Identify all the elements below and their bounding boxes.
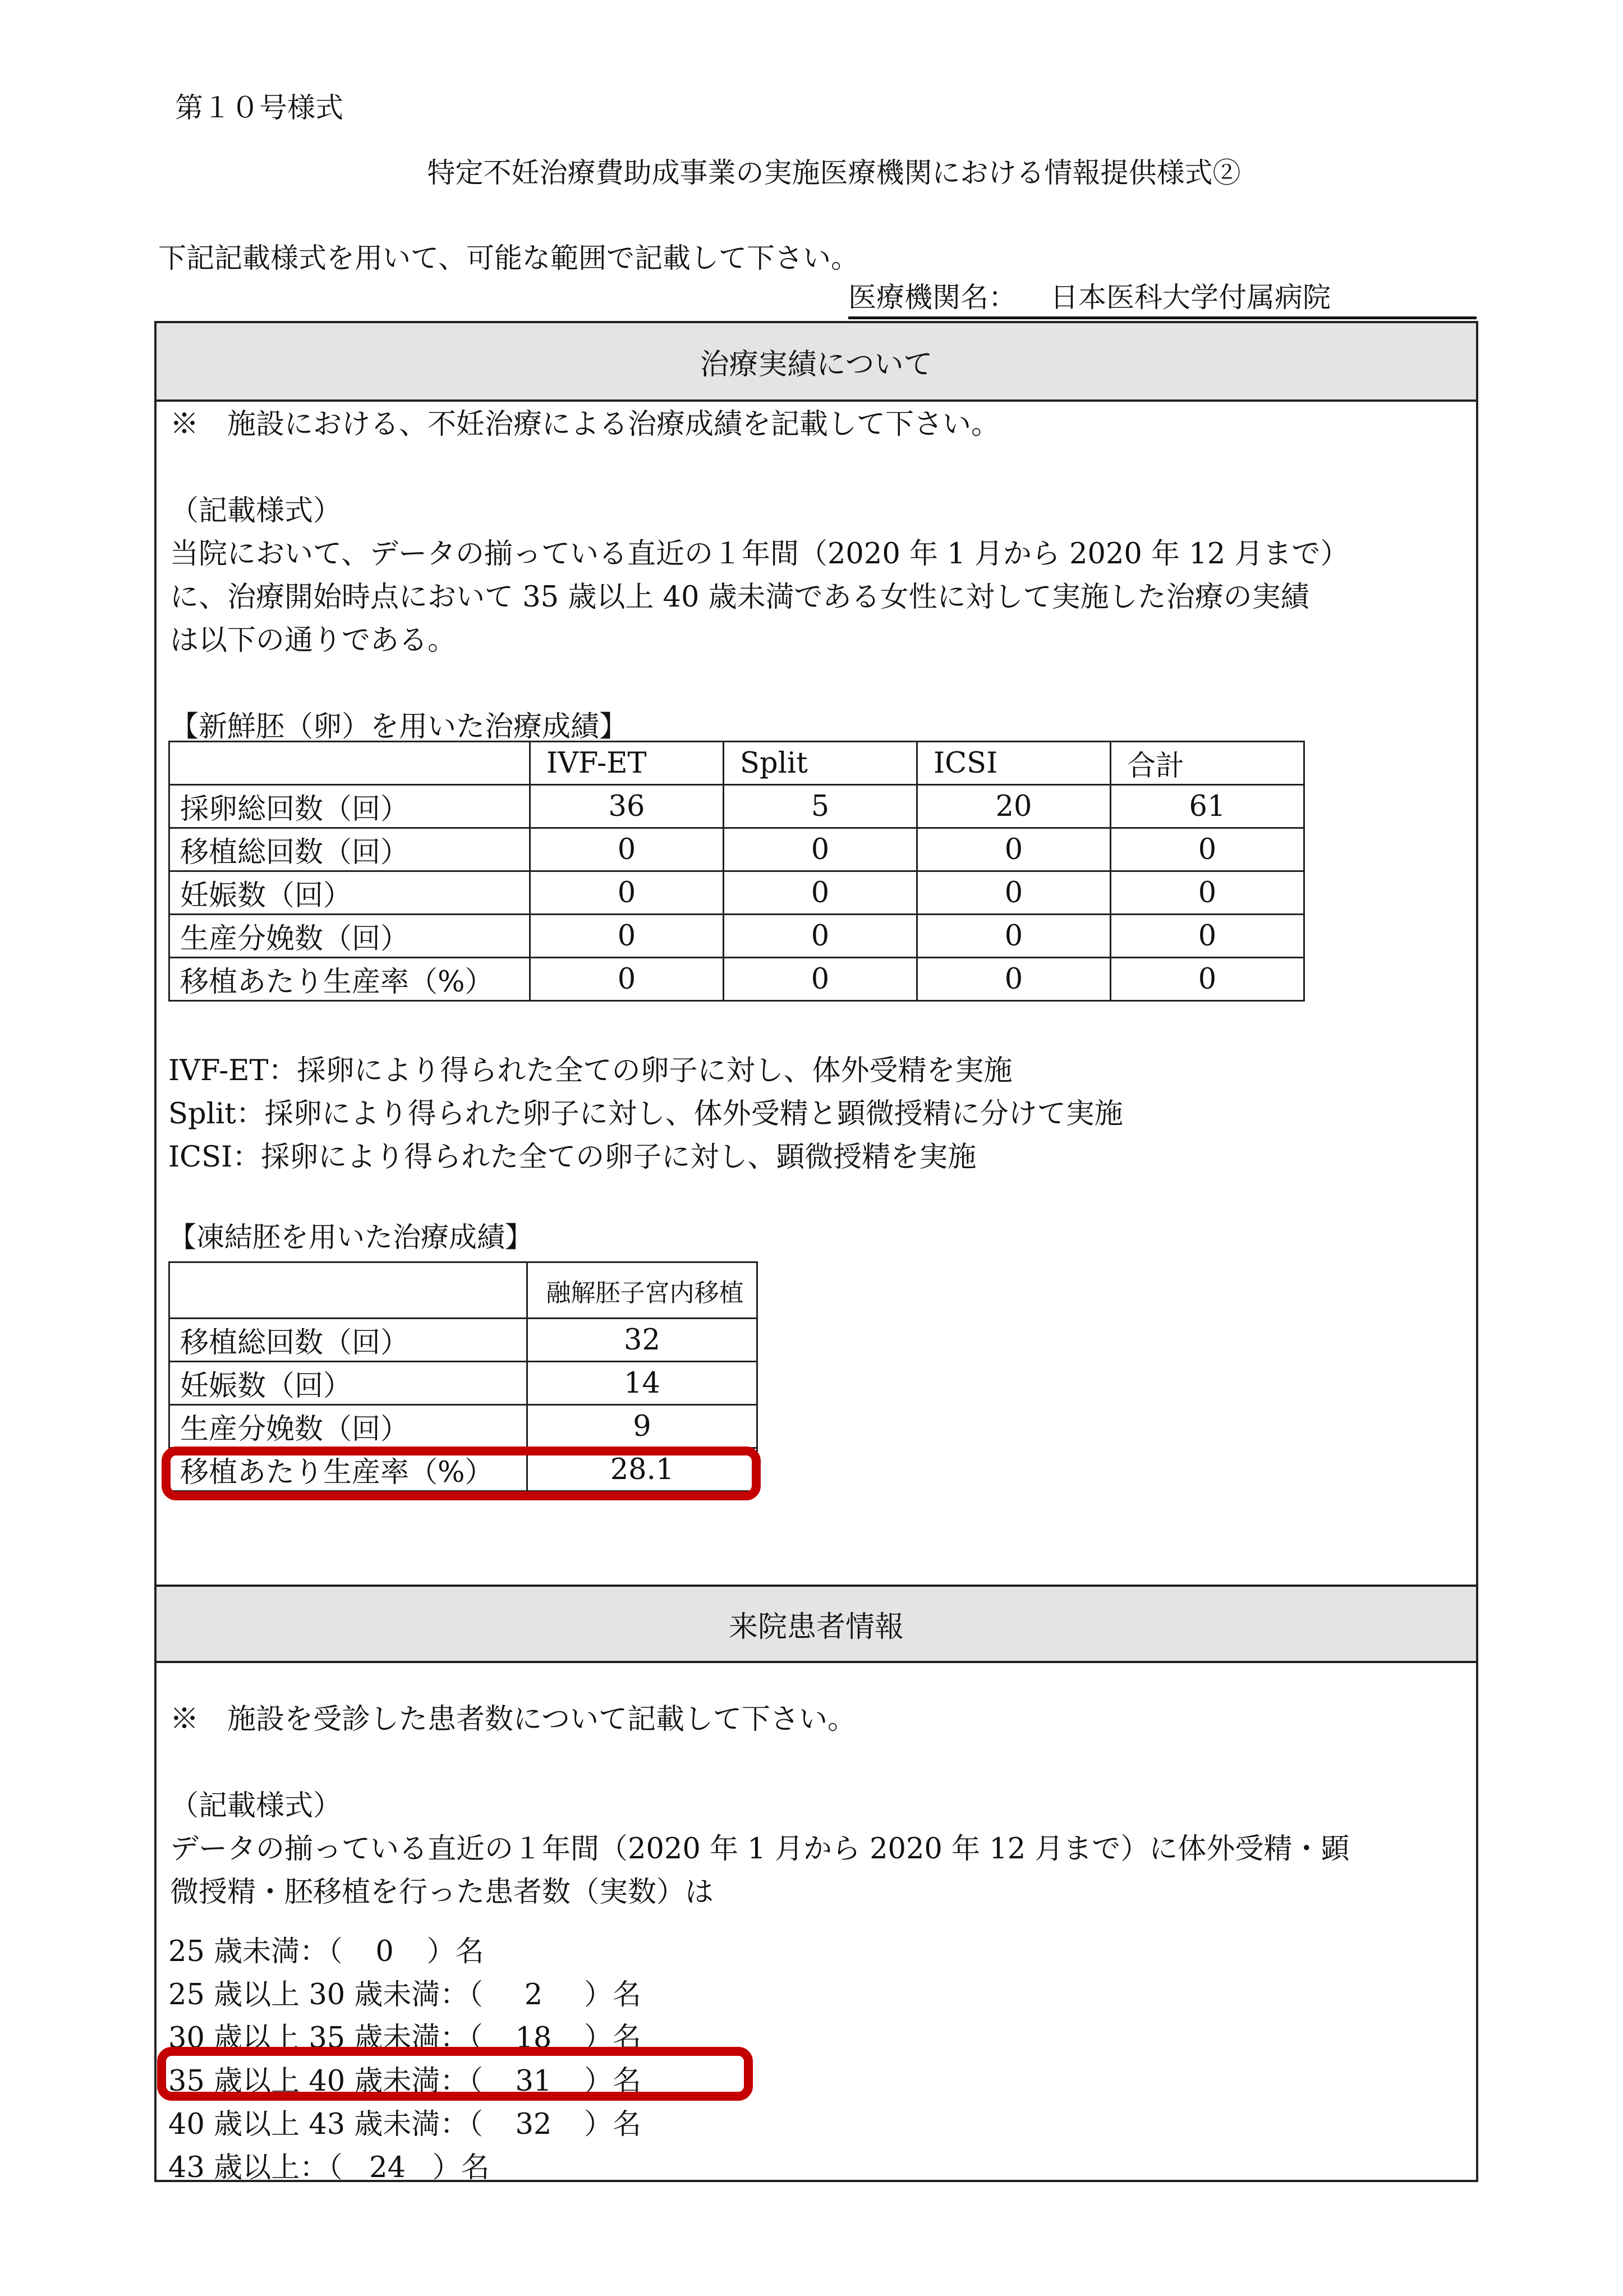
table-row	[169, 828, 1304, 871]
row-label: 妊娠数（回）	[169, 1362, 527, 1405]
cell-value: 0	[1111, 871, 1304, 915]
cell-value: 36	[530, 785, 724, 828]
form-number: 第１０号様式	[175, 91, 343, 124]
table-row	[169, 1319, 757, 1362]
table-row	[169, 871, 1304, 915]
header-cell-ivf-et: IVF-ET	[530, 742, 724, 785]
row-label: 移植総回数（回）	[169, 1319, 527, 1362]
age-group-row: 25 歳未満：（ 0 ）名	[168, 1930, 641, 1973]
age-group-count: 0	[375, 1935, 394, 1968]
age-group-count: 2	[524, 1978, 543, 2012]
cell-value: 0	[917, 828, 1111, 871]
age-group-row: 40 歳以上 43 歳未満：（ 32 ）名	[168, 2103, 641, 2146]
cell-value: 0	[917, 958, 1111, 1001]
cell-value: 0	[1111, 958, 1304, 1001]
cell-value: 20	[917, 785, 1111, 828]
paragraph-line: に、治療開始時点において 35 歳以上 40 歳未満である女性に対して実施した治療の実績	[170, 581, 1309, 614]
cell-value: 28.1	[527, 1448, 757, 1491]
table-row	[169, 1405, 757, 1448]
paragraph-line: 微授精・胚移植を行った患者数（実数）は	[170, 1876, 714, 1909]
format-label: （記載様式）	[170, 1789, 342, 1822]
table-row	[169, 1448, 757, 1491]
table-header-row	[169, 1262, 757, 1319]
row-label: 移植あたり生産率（%）	[169, 958, 530, 1001]
cell-value: 32	[527, 1319, 757, 1362]
row-label: 採卵総回数（回）	[169, 785, 530, 828]
age-group-row: 25 歳以上 30 歳未満：（ 2 ）名	[168, 1973, 641, 2017]
method-definitions	[168, 1049, 1123, 1179]
row-label: 生産分娩数（回）	[169, 915, 530, 958]
institution-label: 医療機関名：	[848, 281, 1017, 314]
age-group-count: 24	[369, 2151, 406, 2184]
header-cell-total: 合計	[1111, 742, 1304, 785]
age-group-row: 43 歳以上：（ 24 ）名	[168, 2146, 641, 2189]
cell-value: 0	[530, 958, 724, 1001]
header-cell	[169, 1262, 527, 1319]
table-row	[169, 915, 1304, 958]
cell-value: 14	[527, 1362, 757, 1405]
table-header-row	[169, 742, 1304, 785]
cell-value: 5	[724, 785, 917, 828]
section-header-treatment: 治療実績について	[157, 323, 1476, 402]
paragraph-line: データの揃っている直近の１年間（2020 年 1 月から 2020 年 12 月まで）に体外受精・顕	[170, 1833, 1350, 1866]
age-group-row: 30 歳以上 35 歳未満：（ 18 ）名	[168, 2017, 641, 2060]
table-row	[169, 785, 1304, 828]
row-label: 生産分娩数（回）	[169, 1405, 527, 1448]
institution-name: 日本医科大学付属病院	[1050, 281, 1331, 314]
instruction-text: 下記記載様式を用いて、可能な範囲で記載して下さい。	[158, 242, 859, 274]
fresh-table-title: 【新鮮胚（卵）を用いた治療成績】	[170, 710, 628, 743]
cell-value: 0	[917, 871, 1111, 915]
cell-value: 0	[917, 915, 1111, 958]
fresh-embryo-table	[168, 741, 1305, 1002]
patient-content	[170, 1681, 1349, 1914]
treatment-content	[170, 403, 1349, 749]
frozen-embryo-table	[168, 1261, 758, 1492]
cell-value: 61	[1111, 785, 1304, 828]
header-cell-icsi: ICSI	[917, 742, 1111, 785]
patient-note: ※ 施設を受診した患者数について記載して下さい。	[170, 1703, 856, 1736]
paragraph-line: は以下の通りである。	[170, 624, 457, 657]
row-label: 移植総回数（回）	[169, 828, 530, 871]
age-group-list	[168, 1930, 641, 2189]
cell-value: 0	[530, 828, 724, 871]
definition-split: Split：採卵により得られた卵子に対し、体外受精と顕微授精に分けて実施	[168, 1098, 1123, 1131]
cell-value: 0	[1111, 828, 1304, 871]
definition-ivf-et: IVF-ET：採卵により得られた全ての卵子に対し、体外受精を実施	[168, 1054, 1013, 1087]
cell-value: 0	[724, 915, 917, 958]
table-row	[169, 1362, 757, 1405]
age-group-count: 32	[515, 2108, 552, 2141]
section-header-patients: 来院患者情報	[157, 1585, 1476, 1663]
age-group-count: 31	[515, 2065, 552, 2098]
cell-value: 0	[724, 828, 917, 871]
age-group-row: 35 歳以上 40 歳未満：（ 31 ）名	[168, 2060, 641, 2103]
paragraph-line: 当院において、データの揃っている直近の１年間（2020 年 1 月から 2020 年 12 月まで）	[170, 538, 1349, 571]
header-cell-split: Split	[724, 742, 917, 785]
cell-value: 0	[724, 871, 917, 915]
format-label: （記載様式）	[170, 494, 342, 527]
row-label: 移植あたり生産率（%）	[169, 1448, 527, 1491]
header-cell	[169, 742, 530, 785]
institution-field	[848, 281, 1477, 319]
header-cell-thawed-transfer: 融解胚子宮内移植	[527, 1262, 757, 1319]
table-row	[169, 958, 1304, 1001]
age-group-count: 18	[515, 2022, 552, 2055]
row-label: 妊娠数（回）	[169, 871, 530, 915]
document-title: 特定不妊治療費助成事業の実施医療機関における情報提供様式②	[427, 157, 1241, 189]
frozen-table-title: 【凍結胚を用いた治療成績】	[168, 1221, 533, 1253]
treatment-note: ※ 施設における、不妊治療による治療成績を記載して下さい。	[170, 408, 1000, 441]
definition-icsi: ICSI：採卵により得られた全ての卵子に対し、顕微授精を実施	[168, 1141, 977, 1174]
cell-value: 9	[527, 1405, 757, 1448]
cell-value: 0	[724, 958, 917, 1001]
cell-value: 0	[530, 871, 724, 915]
cell-value: 0	[1111, 915, 1304, 958]
cell-value: 0	[530, 915, 724, 958]
